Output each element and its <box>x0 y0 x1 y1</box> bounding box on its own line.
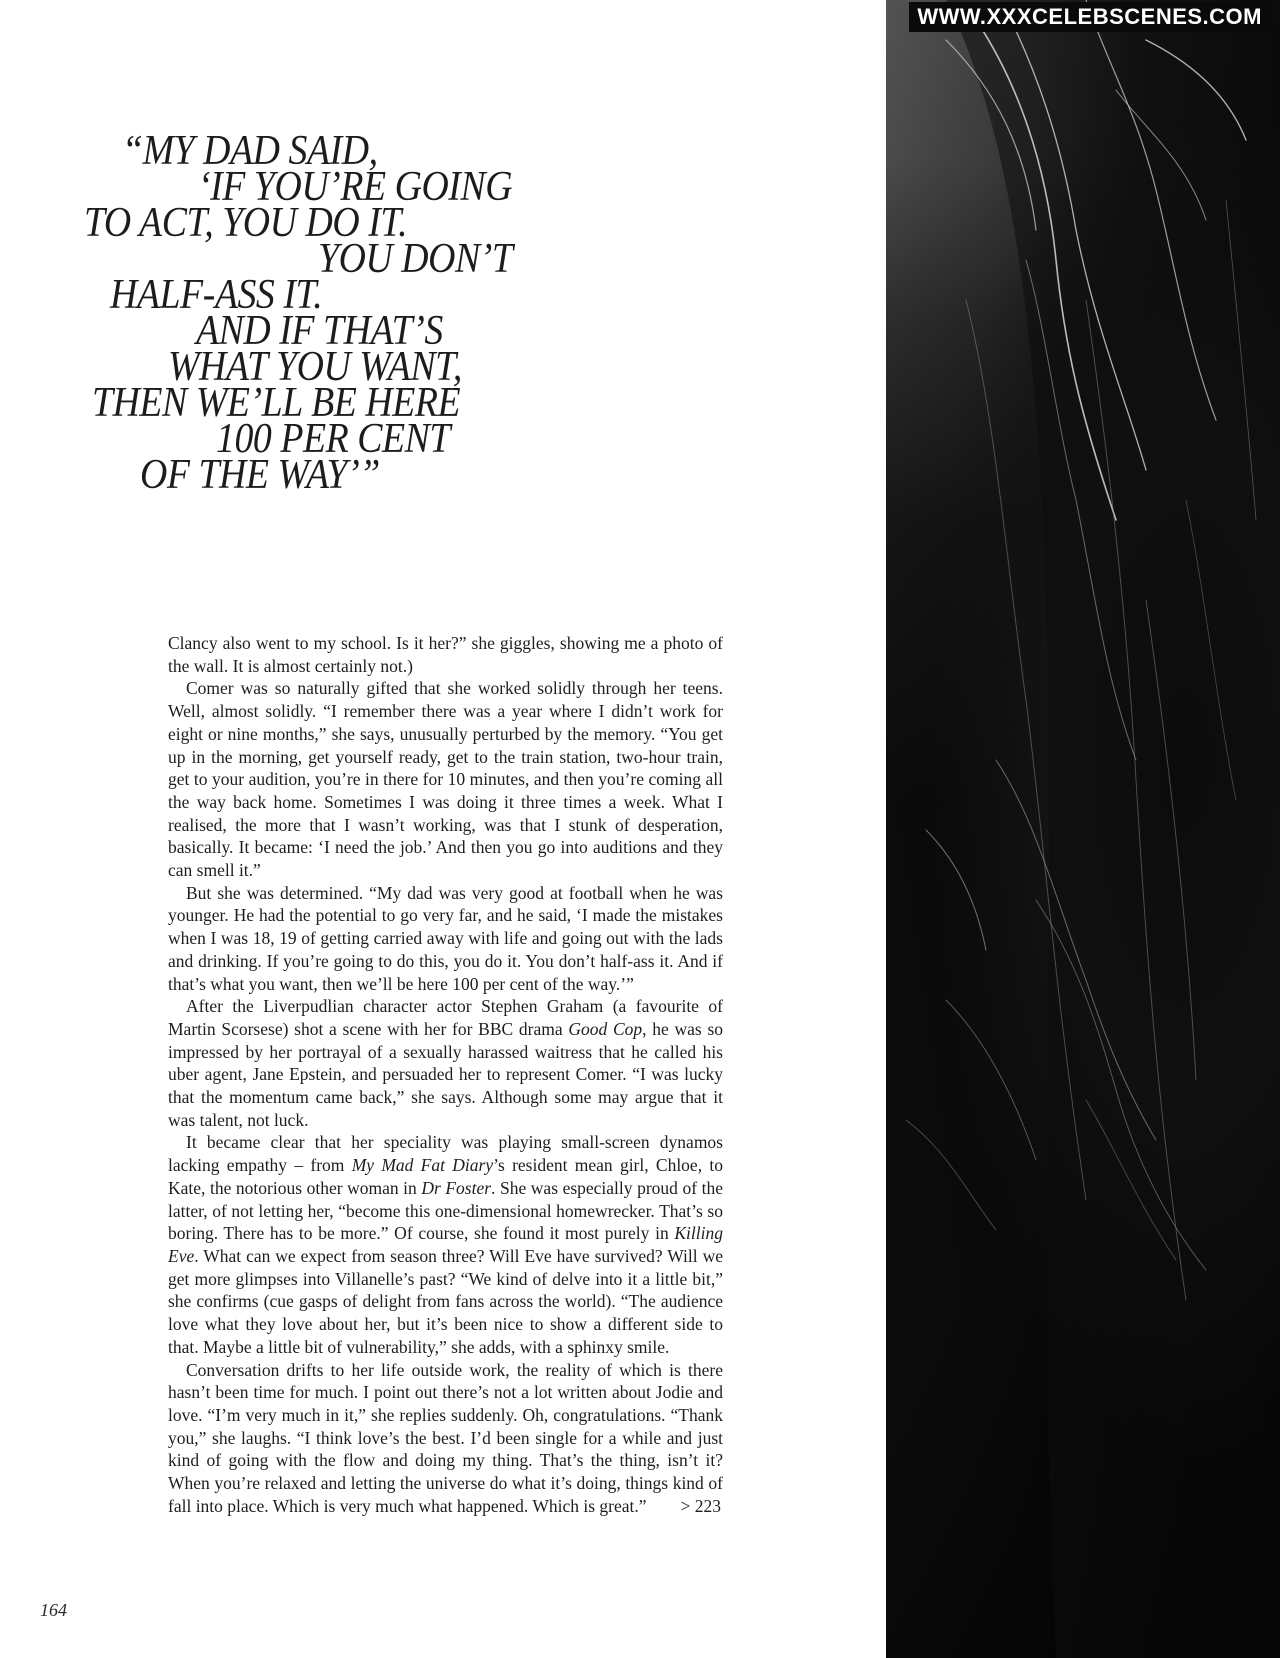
pull-quote-line: THEN WE’LL BE HERE <box>92 380 461 426</box>
paragraph: It became clear that her speciality was playing small-screen dynamos lacking empathy – from My Mad Fat Diary’s resident mean girl, Chloe, to Kate, the notorious other woman in Dr Foster. She was especially proud of the latter, of not letting her, “become this one-dimensional homewrecker. That’s so boring. There has to be more.” Of course, she found it most purely in Killing Eve. What can we expect from season three? Will Eve have survived? Will we get more glimpses into Villanelle’s past? “We kind of delve into it a little bit,” she confirms (cue gasps of delight from fans across the world). “The audience love what they love about her, but it’s been nice to show a different side to that. Maybe a little bit of vulnerability,” she adds, with a sphinxy smile. <box>168 1132 723 1357</box>
portrait-photo <box>886 0 1280 1658</box>
paragraph: After the Liverpudlian character actor Stephen Graham (a favourite of Martin Scorsese) shot a scene with her for BBC drama Good Cop, he was so impressed by her portrayal of a sexually harassed waitress that he called his uber agent, Jane Epstein, and persuaded her to represent Comer. “I was lucky that the momentum came back,” she says. Although some may argue that it was talent, not luck. <box>168 996 724 1130</box>
paragraph: Comer was so naturally gifted that she worked solidly through her teens. Well, almost solidly. “I remember there was a year where I didn’t work for eight or nine months,” she says, unusually perturbed by the memory. “You get up in the morning, get yourself ready, get to the train station, two-hour train, get to your audition, you’re in there for 10 minutes, and then you’re coming all the way back home. Sometimes I was doing it three times a week. What I realised, the more that I wasn’t working, was that I stunk of desperation, basically. It became: ‘I need the job.’ And then you go into auditions and they can smell it.” <box>168 678 723 881</box>
continued-marker: > 223 <box>680 1495 721 1516</box>
pull-quote-line: AND IF THAT’S <box>196 308 443 354</box>
page-number: 164 <box>40 1600 67 1620</box>
article-body <box>168 632 723 1517</box>
pull-quote-line: ‘IF YOU’RE GOING <box>198 164 513 210</box>
pull-quote-line: “MY DAD SAID, <box>122 128 378 174</box>
watermark-text: WWW.XXXCELEBSCENES.COM <box>909 2 1270 32</box>
pull-quote-line: WHAT YOU WANT, <box>168 344 462 390</box>
hair-strands-image <box>886 0 1280 1658</box>
pull-quote-line: TO ACT, YOU DO IT. <box>84 200 408 246</box>
pull-quote-line: YOU DON’T <box>318 236 513 282</box>
pull-quote-line: 100 PER CENT <box>216 416 451 462</box>
paragraph: But she was determined. “My dad was very good at football when he was younger. He had the potential to go very far, and he said, ‘I made the mistakes when I was 18, 19 of getting carried away with life and going out with the lads and drinking. If you’re going to do this, you do it. You don’t half-ass it. And if that’s what you want, then we’ll be here 100 per cent of the way.’” <box>168 882 723 994</box>
paragraph: Conversation drifts to her life outside work, the reality of which is there hasn’t been time for much. I point out there’s not a lot written about Jodie and love. “I’m very much in it,” she replies suddenly. Oh, congratulations. “Thank you,” she laughs. “I think love’s the best. I’d been single for a while and just kind of going with the flow and doing my thing. That’s the thing, isn’t it? When you’re relaxed and letting the universe do what it’s doing, things kind of fall into place. Which is very much what happened. Which is great.” > 223 <box>168 1359 723 1516</box>
pull-quote-line: OF THE WAY’” <box>140 452 380 498</box>
pull-quote-line: HALF-ASS IT. <box>110 272 323 318</box>
paragraph: Clancy also went to my school. Is it her?” she giggles, showing me a photo of the wall. It is almost certainly not.) <box>168 633 723 676</box>
